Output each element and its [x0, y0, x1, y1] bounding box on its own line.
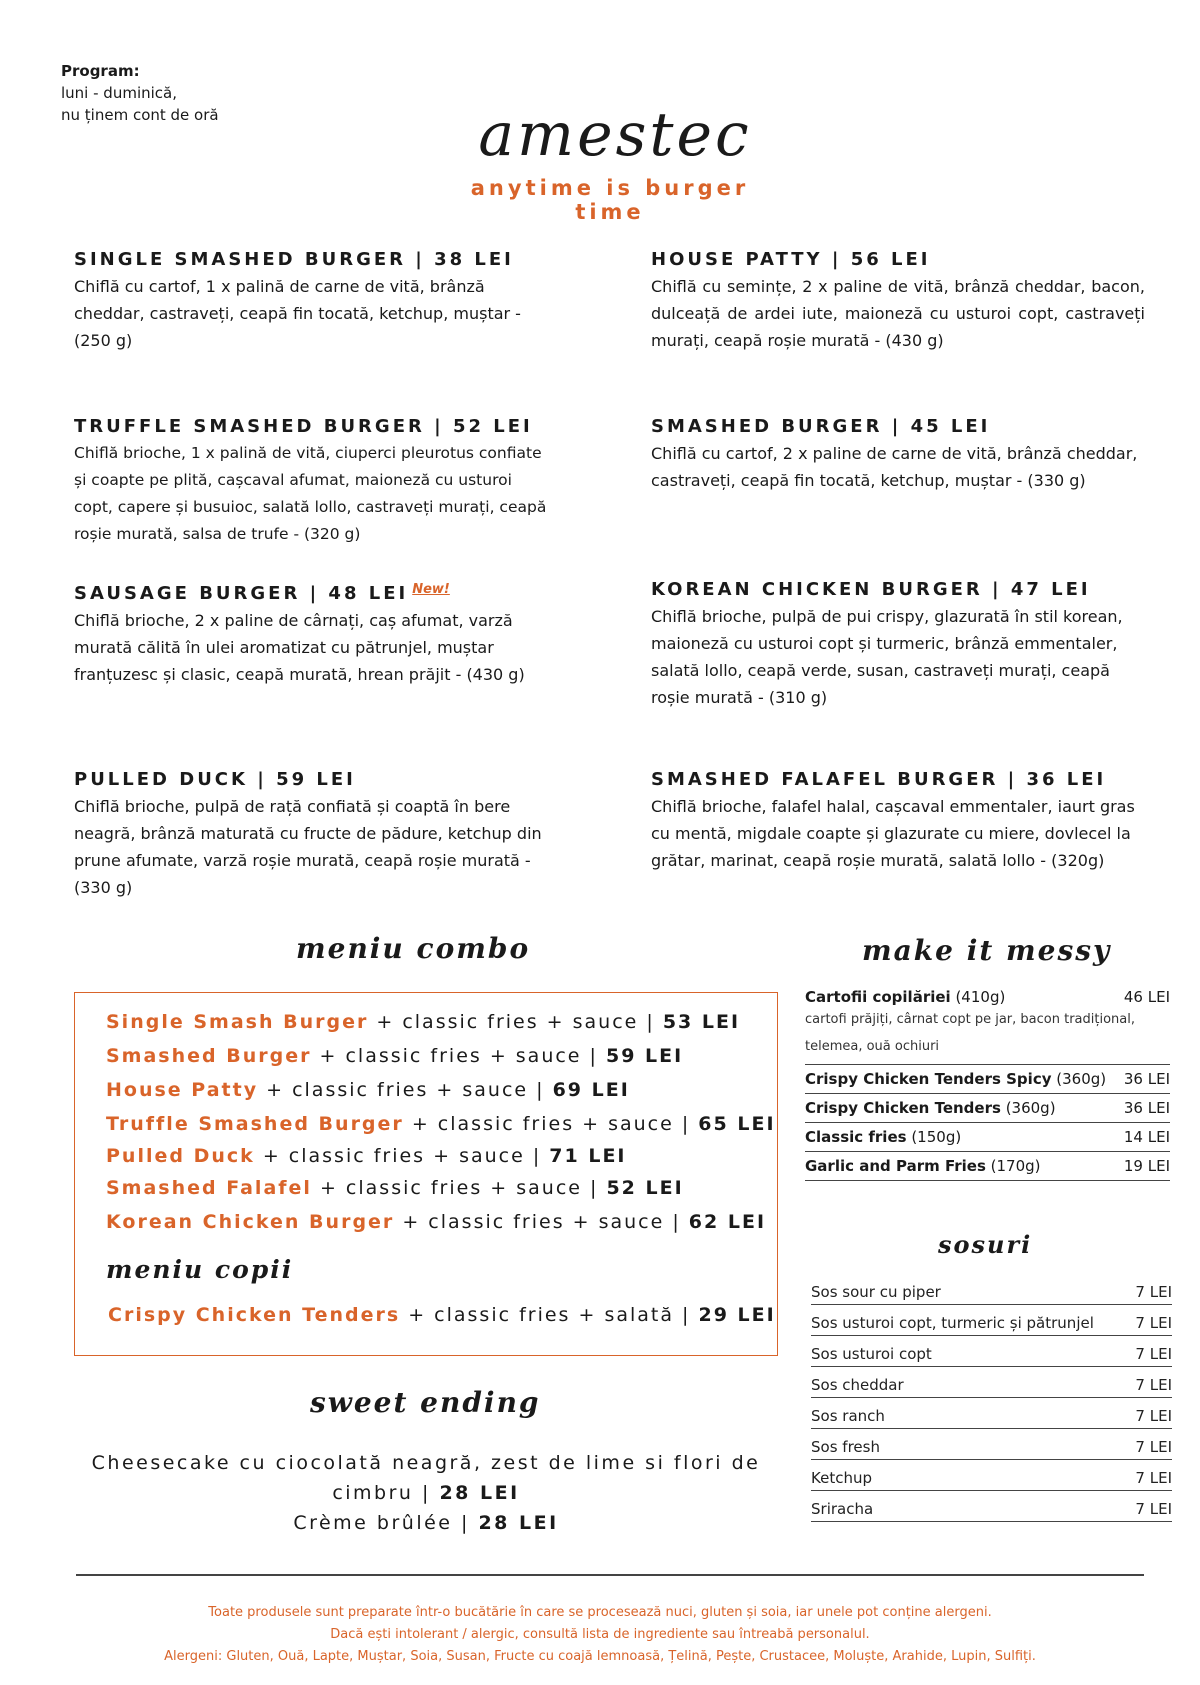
messy-item-name: Cartofii copilăriei [805, 988, 951, 1006]
dessert-heading: sweet ending [310, 1386, 541, 1419]
combo-item-extra: + classic fries + sauce | [311, 1045, 606, 1067]
messy-item-label [805, 1099, 1056, 1117]
sauce-price: 7 LEI [1135, 1407, 1172, 1425]
sauce-name: Sriracha [811, 1500, 874, 1518]
combo-item-name: House Patty [106, 1079, 259, 1101]
messy-item-label [805, 1157, 1041, 1175]
menu-item [74, 247, 544, 354]
messy-item [805, 1094, 1170, 1123]
brand-tagline: anytime is burger time [470, 176, 750, 224]
combo-item-name: Smashed Burger [106, 1045, 312, 1067]
menu-item-desc: Chiflă brioche, falafel halal, cașcaval emmentaler, iaurt gras cu mentă, migdale coapte și glazurate cu miere, dovlecel la grătar, marinat, ceapă roșie murată, salată lollo - (320g) [651, 797, 1135, 870]
menu-item-desc: Chiflă brioche, 1 x palină de vită, ciuperci pleurotus confiate și coapte pe plită, cașcaval afumat, maioneză cu usturoi copt, capere și busuioc, salată lollo, castraveți murați, ceapă roșie murată, salsa de trufe - (320 g) [74, 444, 547, 543]
messy-item-price: 46 LEI [1123, 988, 1170, 1006]
menu-item-desc: Chiflă brioche, 2 x paline de cârnați, caș afumat, varză murată călită în ulei aromatizat cu pătrunjel, muștar franțuzesc și clasic, ceapă murată, hrean prăjit - (430 g) [74, 611, 525, 684]
combo-item [106, 1005, 776, 1039]
sauce-name: Sos sour cu piper [811, 1283, 941, 1301]
messy-item-name: Classic fries [805, 1128, 907, 1146]
messy-item-price: 36 LEI [1123, 1099, 1170, 1117]
messy-item-price: 36 LEI [1123, 1070, 1170, 1088]
sauce-price: 7 LEI [1135, 1438, 1172, 1456]
combo-item-extra: + classic fries + sauce | [368, 1011, 663, 1033]
sauce-price: 7 LEI [1135, 1500, 1172, 1518]
combo-item-price: 59 LEI [605, 1045, 684, 1067]
menu-item [74, 577, 544, 688]
menu-item-title: TRUFFLE SMASHED BURGER | 52 LEI [74, 416, 533, 437]
combo-item-extra: + classic fries + sauce | [258, 1079, 553, 1101]
menu-item [651, 767, 1145, 874]
combo-item-name: Korean Chicken Burger [106, 1211, 395, 1233]
messy-item-name: Crispy Chicken Tenders Spicy [805, 1070, 1052, 1088]
combo-item-price: 53 LEI [662, 1011, 741, 1033]
combo-item-name: Smashed Falafel [106, 1177, 312, 1199]
combo-item-price: 71 LEI [549, 1145, 627, 1167]
dessert-item [74, 1448, 778, 1508]
new-badge: New! [412, 582, 450, 597]
messy-item [805, 1152, 1170, 1181]
allergen-line: Toate produsele sunt preparate într-o bucătărie în care se procesează nuci, gluten și soia, iar unele pot conține alergeni. [208, 1605, 992, 1620]
messy-item-desc-line: cartofi prăjiți, cârnat copt pe jar, bacon tradițional, [805, 1012, 1135, 1027]
menu-item [74, 414, 554, 548]
messy-item-weight: (170g) [985, 1157, 1041, 1175]
sauce-item [811, 1367, 1172, 1398]
program-days: luni - duminică, [61, 84, 177, 102]
messy-featured-item [805, 988, 1170, 1065]
kids-menu-heading: meniu copii [106, 1255, 294, 1284]
combo-item [106, 1205, 776, 1239]
sauce-item [811, 1398, 1172, 1429]
combo-item-extra: + classic fries + sauce | [254, 1145, 550, 1167]
sauce-name: Sos cheddar [811, 1376, 904, 1394]
menu-item [74, 767, 544, 901]
menu-item-title: HOUSE PATTY | 56 LEI [651, 249, 931, 270]
messy-heading: make it messy [862, 934, 1112, 967]
dessert-name: Crème brûlée | [293, 1512, 479, 1534]
sauce-price: 7 LEI [1135, 1345, 1172, 1363]
combo-item-price: 52 LEI [606, 1177, 684, 1199]
sauces-table [811, 1274, 1172, 1522]
sauce-name: Sos usturoi copt [811, 1345, 932, 1363]
sauce-price: 7 LEI [1135, 1469, 1172, 1487]
messy-item-label [805, 1128, 961, 1146]
allergen-line: Alergeni: Gluten, Ouă, Lapte, Muștar, Soia, Susan, Fructe cu coajă lemnoasă, Țelină, Pește, Crustacee, Moluște, Arahide, Lupin, Sulfiți. [164, 1649, 1036, 1664]
combo-list [106, 1005, 776, 1239]
combo-item-price: 29 LEI [698, 1304, 776, 1326]
combo-item-price: 62 LEI [688, 1211, 767, 1233]
combo-item [106, 1141, 776, 1171]
dessert-list [74, 1448, 778, 1538]
kids-menu-item [108, 1298, 776, 1332]
menu-item-title: PULLED DUCK | 59 LEI [74, 769, 356, 790]
sauce-price: 7 LEI [1135, 1283, 1172, 1301]
dessert-item [74, 1508, 778, 1538]
menu-item-desc: Chiflă brioche, pulpă de pui crispy, glazurată în stil korean, maioneză cu usturoi copt și turmeric, brânză emmentaler, salată lollo, ceapă verde, susan, castraveți murați, ceapă roșie murată - (310 g) [651, 607, 1123, 707]
messy-item-price: 14 LEI [1123, 1128, 1170, 1146]
menu-item-title: SINGLE SMASHED BURGER | 38 LEI [74, 249, 514, 270]
dessert-price: 28 LEI [478, 1512, 559, 1534]
sauce-name: Sos fresh [811, 1438, 880, 1456]
sauce-item [811, 1274, 1172, 1305]
messy-item-name: Garlic and Parm Fries [805, 1157, 986, 1175]
messy-item-weight: (410g) [950, 988, 1006, 1006]
menu-item-title-text: SAUSAGE BURGER | 48 LEI [74, 583, 409, 604]
messy-item-label [805, 988, 1005, 1006]
messy-item-name: Crispy Chicken Tenders [805, 1099, 1001, 1117]
combo-item-extra: + classic fries + sauce | [403, 1113, 699, 1135]
allergen-notice [100, 1602, 1100, 1668]
menu-item-desc: Chiflă cu cartof, 1 x palină de carne de vită, brânză cheddar, castraveți, ceapă fin tocată, ketchup, muștar - (250 g) [74, 277, 521, 350]
messy-item-desc-line: telemea, ouă ochiuri [805, 1039, 940, 1054]
allergen-line: Dacă ești intolerant / alergic, consultă lista de ingrediente sau întreabă personalul. [330, 1627, 870, 1642]
combo-heading: meniu combo [296, 932, 531, 965]
sauce-item [811, 1336, 1172, 1367]
combo-item [106, 1107, 776, 1141]
sauce-item [811, 1460, 1172, 1491]
menu-item [651, 414, 1145, 494]
menu-item-title: KOREAN CHICKEN BURGER | 47 LEI [651, 579, 1091, 600]
combo-item-extra: + classic fries + salată | [400, 1304, 699, 1326]
menu-item-title [74, 577, 544, 607]
brand-logo: amestec [478, 100, 752, 170]
menu-item-desc: Chiflă cu semințe, 2 x paline de vită, brânză cheddar, bacon, dulceață de ardei iute, maioneză cu usturoi copt, castraveți murați, ceapă roșie murată - (430 g) [651, 277, 1145, 350]
messy-item [805, 1065, 1170, 1094]
messy-item-weight: (360g) [1051, 1070, 1107, 1088]
sauce-item [811, 1429, 1172, 1460]
messy-item-weight: (360g) [1000, 1099, 1056, 1117]
combo-item-name: Crispy Chicken Tenders [108, 1304, 401, 1326]
menu-item [651, 247, 1145, 354]
messy-item-price: 19 LEI [1123, 1157, 1170, 1175]
dessert-name: Cheesecake cu ciocolată neagră, zest de lime si flori de cimbru | [91, 1452, 761, 1504]
program-hours: nu ținem cont de oră [61, 106, 219, 124]
menu-item-title: SMASHED FALAFEL BURGER | 36 LEI [651, 769, 1107, 790]
combo-item [106, 1171, 776, 1205]
messy-table [805, 988, 1170, 1181]
sauce-name: Sos usturoi copt, turmeric și pătrunjel [811, 1314, 1094, 1332]
messy-item-weight: (150g) [906, 1128, 962, 1146]
messy-item-desc [805, 1006, 1170, 1060]
dessert-price: 28 LEI [439, 1482, 520, 1504]
program-label: Program: [61, 62, 140, 80]
messy-item-label [805, 1070, 1106, 1088]
messy-featured-row [805, 988, 1170, 1006]
sauce-name: Ketchup [811, 1469, 872, 1487]
combo-item [106, 1073, 776, 1107]
messy-item [805, 1123, 1170, 1152]
combo-item [106, 1039, 776, 1073]
sauce-item [811, 1491, 1172, 1522]
menu-item-title: SMASHED BURGER | 45 LEI [651, 416, 991, 437]
sauce-item [811, 1305, 1172, 1336]
combo-item-extra: + classic fries + sauce | [311, 1177, 607, 1199]
combo-item-name: Single Smash Burger [106, 1011, 369, 1033]
menu-item-desc: Chiflă cu cartof, 2 x paline de carne de vită, brânză cheddar, castraveți, ceapă fin tocată, ketchup, muștar - (330 g) [651, 444, 1138, 490]
combo-item-extra: + classic fries + sauce | [394, 1211, 689, 1233]
combo-item-name: Pulled Duck [106, 1145, 255, 1167]
combo-box [74, 992, 778, 1356]
menu-item [651, 577, 1145, 711]
sauce-price: 7 LEI [1135, 1314, 1172, 1332]
combo-item-name: Truffle Smashed Burger [106, 1113, 404, 1135]
sauce-name: Sos ranch [811, 1407, 885, 1425]
menu-item-desc: Chiflă brioche, pulpă de rață confiată și coaptă în bere neagră, brânză maturată cu fructe de pădure, ketchup din prune afumate, varză roșie murată, ceapă roșie murată - (330 g) [74, 797, 542, 897]
sauce-price: 7 LEI [1135, 1376, 1172, 1394]
footer-divider [76, 1574, 1144, 1576]
combo-item-price: 69 LEI [552, 1079, 630, 1101]
combo-item-price: 65 LEI [698, 1113, 776, 1135]
opening-hours [61, 60, 219, 126]
sauces-heading: sosuri [938, 1230, 1033, 1259]
